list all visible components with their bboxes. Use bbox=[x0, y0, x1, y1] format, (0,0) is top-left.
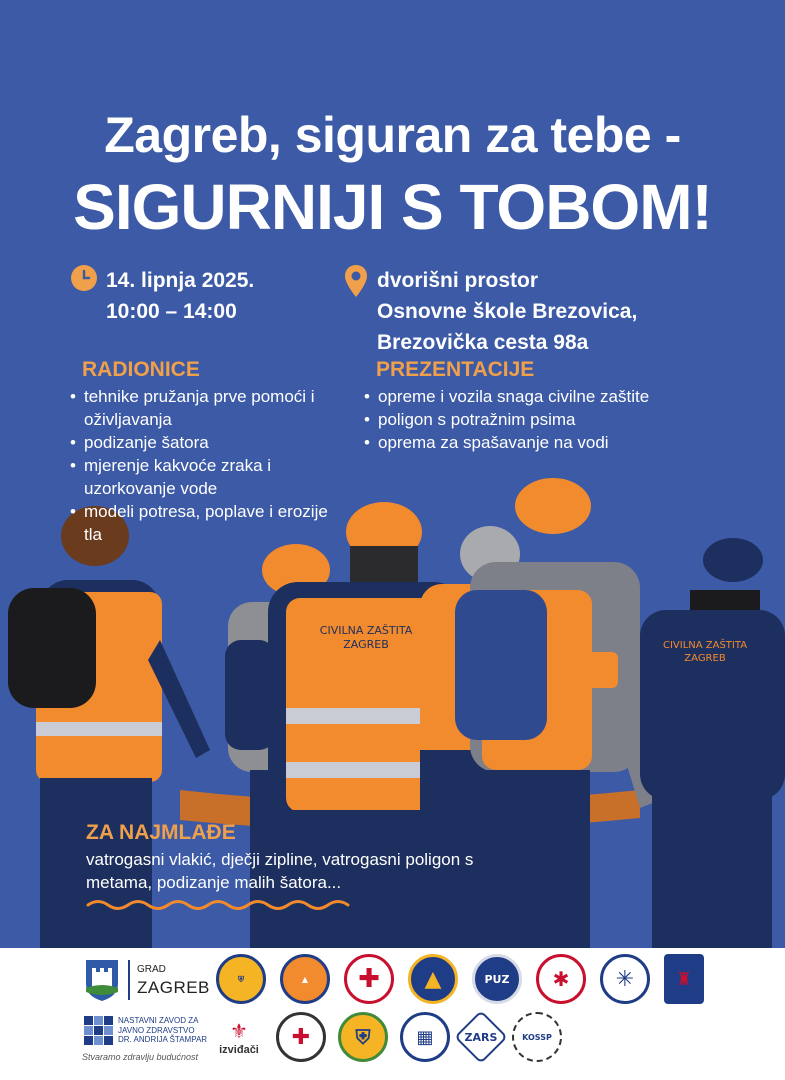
checkered-logo-icon: ▦ bbox=[400, 1012, 450, 1062]
zars-label: ZARS bbox=[464, 1030, 498, 1044]
event-date-time bbox=[106, 265, 254, 327]
uniform-label-1: CIVILNA ZAŠTITA bbox=[662, 640, 748, 651]
nzjz-logo-icon bbox=[84, 1016, 114, 1046]
za-najmlade-heading: ZA NAJMLAĐE bbox=[86, 821, 236, 844]
crveni-kriz-logo-icon: ✚ bbox=[344, 954, 394, 1004]
title-line-2: SIGURNIJI S TOBOM! bbox=[73, 171, 712, 243]
kossp-logo: KOSSP bbox=[512, 1012, 562, 1062]
grad-divider bbox=[128, 960, 130, 1000]
vatrogasna-zajednica-logo-icon: ⛨ bbox=[216, 954, 266, 1004]
star-of-life-logo-icon: ✳ bbox=[600, 954, 650, 1004]
fleur-de-lis-icon: ⚜ bbox=[230, 1020, 248, 1043]
izvidaci-logo bbox=[214, 1019, 264, 1056]
radionice-list bbox=[68, 385, 343, 546]
zagreb-label: ZAGREB bbox=[137, 978, 210, 997]
hitna-pomoc-logo-icon: ✱ bbox=[536, 954, 586, 1004]
list-item: • opreme i vozila snaga civilne zaštite bbox=[362, 385, 692, 408]
zars-logo bbox=[454, 1010, 508, 1064]
puz-logo: PUZ bbox=[472, 954, 522, 1004]
location-line-3: Brezovička cesta 98a bbox=[377, 331, 589, 354]
logo-row-1 bbox=[216, 954, 704, 1004]
vatrogasna-postrojba-logo-icon: ♜ bbox=[664, 954, 704, 1004]
list-item: • poligon s potražnim psima bbox=[362, 408, 692, 431]
event-location bbox=[377, 265, 637, 358]
nzjz-line-2: JAVNO ZDRAVSTVO bbox=[118, 1025, 195, 1035]
wave-decoration bbox=[86, 897, 352, 913]
civilna-zastita-logo-icon: ▲ bbox=[280, 954, 330, 1004]
location-pin-icon bbox=[344, 264, 368, 298]
logo-row-2 bbox=[214, 1012, 562, 1062]
list-item: • podizanje šatora bbox=[68, 431, 343, 454]
clock-icon bbox=[70, 264, 98, 292]
prezentacije-heading: PREZENTACIJE bbox=[376, 358, 535, 381]
event-date: 14. lipnja 2025. bbox=[106, 269, 255, 292]
title-line-1: Zagreb, siguran za tebe - bbox=[104, 107, 681, 163]
vest-label-2: ZAGREB bbox=[343, 638, 389, 651]
nzjz-line-1: NASTAVNI ZAVOD ZA bbox=[118, 1016, 199, 1025]
location-line-1: dvorišni prostor bbox=[377, 269, 539, 292]
list-item: • modeli potresa, poplave i erozije tla bbox=[68, 500, 343, 546]
nzjz-line-3: DR. ANDRIJA ŠTAMPAR bbox=[118, 1035, 208, 1044]
nzjz-name bbox=[118, 1016, 207, 1045]
city-of-zagreb-shield-icon bbox=[84, 958, 120, 1002]
vest-label-1: CIVILNA ZAŠTITA bbox=[319, 624, 413, 637]
za-najmlade-text: vatrogasni vlakić, dječji zipline, vatrogasni poligon s metama, podizanje malih šatora... bbox=[86, 850, 474, 892]
event-time: 10:00 – 14:00 bbox=[106, 300, 237, 323]
list-item: • tehnike pružanja prve pomoći i oživljavanja bbox=[68, 385, 343, 431]
radionice-heading: RADIONICE bbox=[82, 358, 200, 381]
list-item: • mjerenje kakvoće zraka i uzorkovanje vode bbox=[68, 454, 343, 500]
nzjz-slogan: Stvaramo zdravlju budućnost bbox=[82, 1052, 199, 1062]
uniform-label-2: ZAGREB bbox=[684, 653, 726, 664]
location-line-2: Osnovne škole Brezovica, bbox=[377, 300, 638, 323]
prezentacije-list bbox=[362, 385, 692, 454]
red-cross-society-logo-icon: ✚ bbox=[276, 1012, 326, 1062]
grad-label: GRAD bbox=[137, 964, 166, 975]
list-item: • oprema za spašavanje na vodi bbox=[362, 431, 692, 454]
izvidaci-label: izviđači bbox=[219, 1043, 259, 1056]
shield-logo-icon: ⛨ bbox=[338, 1012, 388, 1062]
hgss-logo-icon: ▲ bbox=[408, 954, 458, 1004]
